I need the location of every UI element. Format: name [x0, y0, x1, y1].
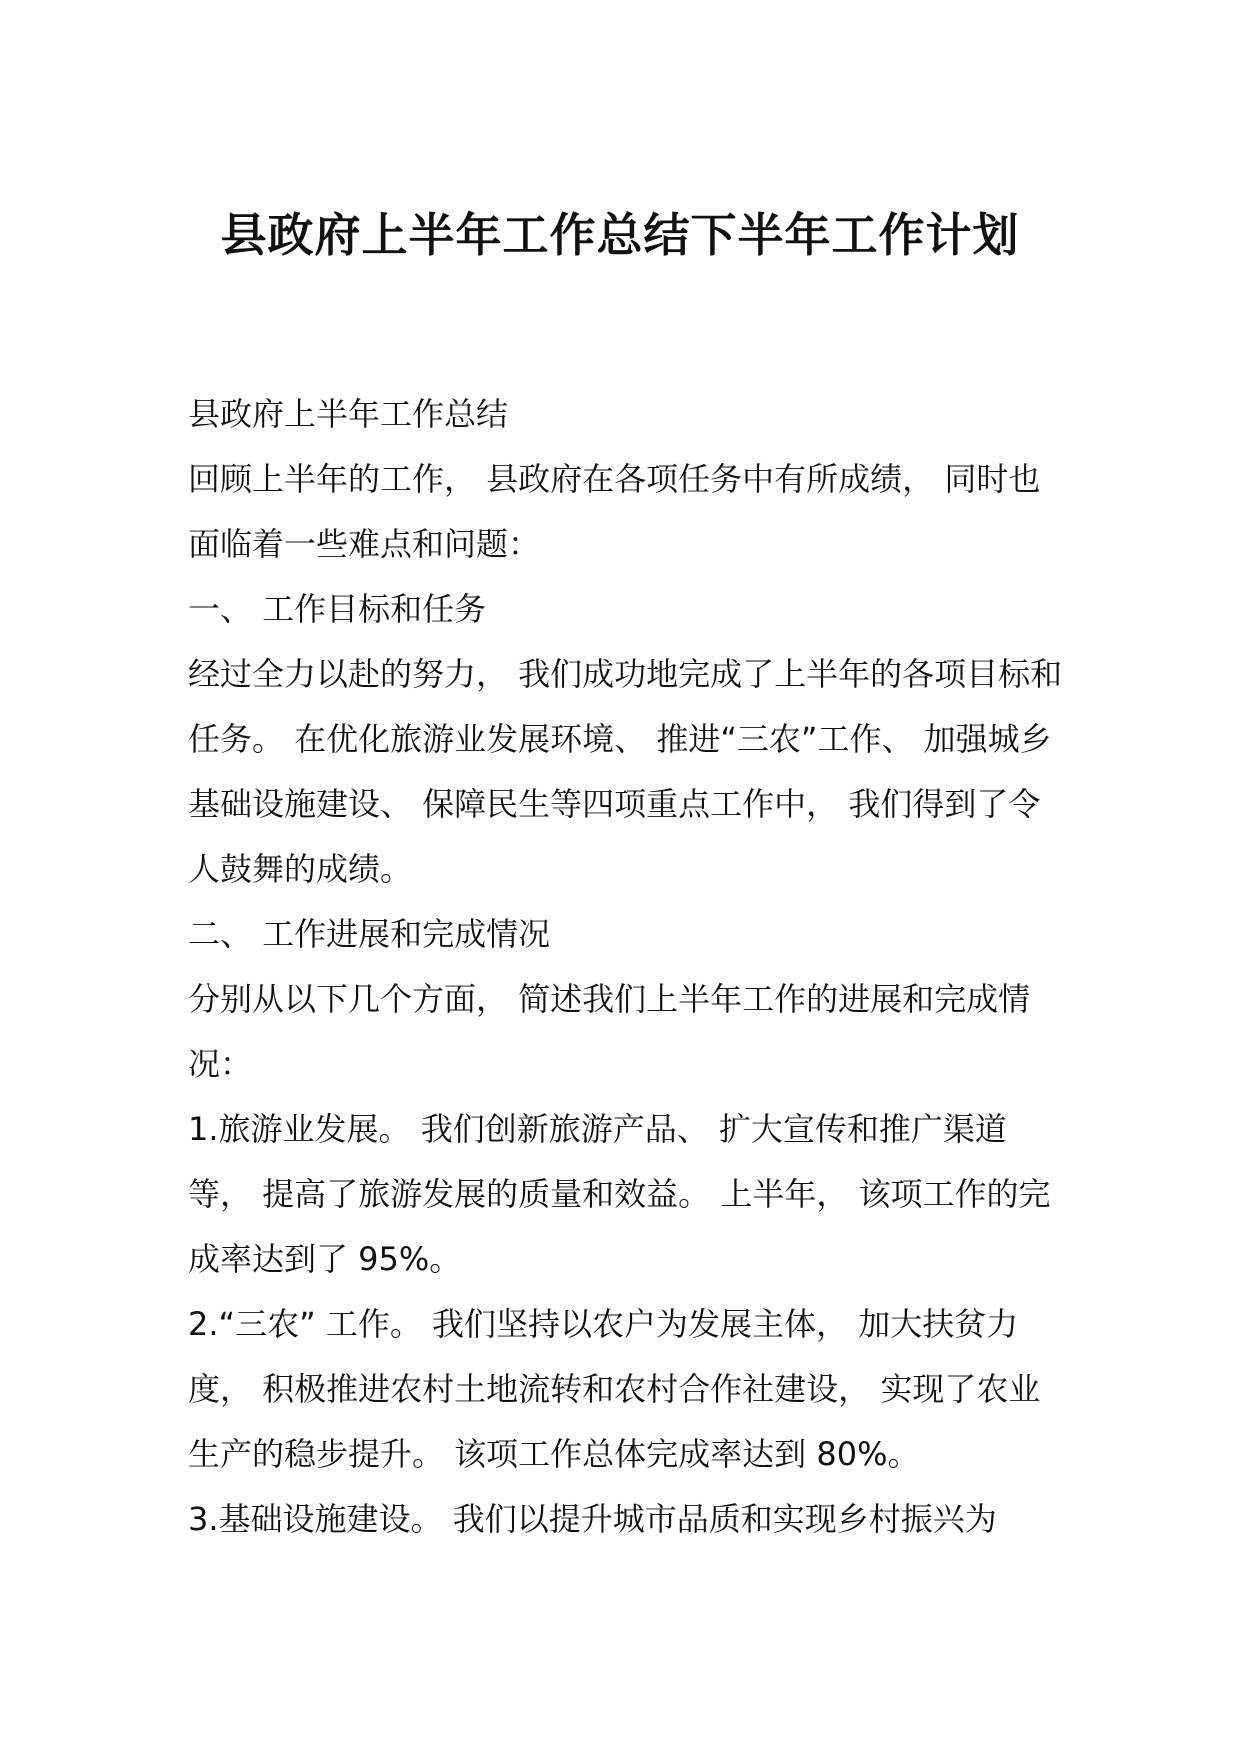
progress-intro-paragraph: 分别从以下几个方面， 简述我们上半年工作的进展和完成情况：: [188, 980, 1031, 1083]
list-item-agriculture: 2.“三农” 工作。 我们坚持以农户为发展主体， 加大扶贫力度， 积极推进农村土地流转和农村合作社建设， 实现了农业生产的稳步提升。 该项工作总体完成率达到 80%。: [188, 1305, 1041, 1473]
section-heading-progress: 二、 工作进展和完成情况: [188, 915, 551, 953]
section-heading-summary: 县政府上半年工作总结: [188, 395, 509, 433]
goals-paragraph: 经过全力以赴的努力， 我们成功地完成了上半年的各项目标和任务。 在优化旅游业发展环境、 推进“三农”工作、 加强城乡基础设施建设、 保障民生等四项重点工作中， 我们得到了令人鼓舞的成绩。: [188, 655, 1063, 888]
section-heading-goals: 一、 工作目标和任务: [188, 590, 487, 628]
list-item-infrastructure: 3.基础设施建设。 我们以提升城市品质和实现乡村振兴为: [188, 1500, 997, 1538]
document-title: 县政府上半年工作总结下半年工作计划: [220, 208, 1020, 262]
intro-paragraph: 回顾上半年的工作， 县政府在各项任务中有所成绩， 同时也面临着一些难点和问题：: [188, 460, 1041, 563]
list-item-tourism: 1.旅游业发展。 我们创新旅游产品、 扩大宣传和推广渠道等， 提高了旅游发展的质量和效益。 上半年， 该项工作的完成率达到了 95%。: [188, 1110, 1051, 1278]
document-body: [188, 382, 1068, 1552]
